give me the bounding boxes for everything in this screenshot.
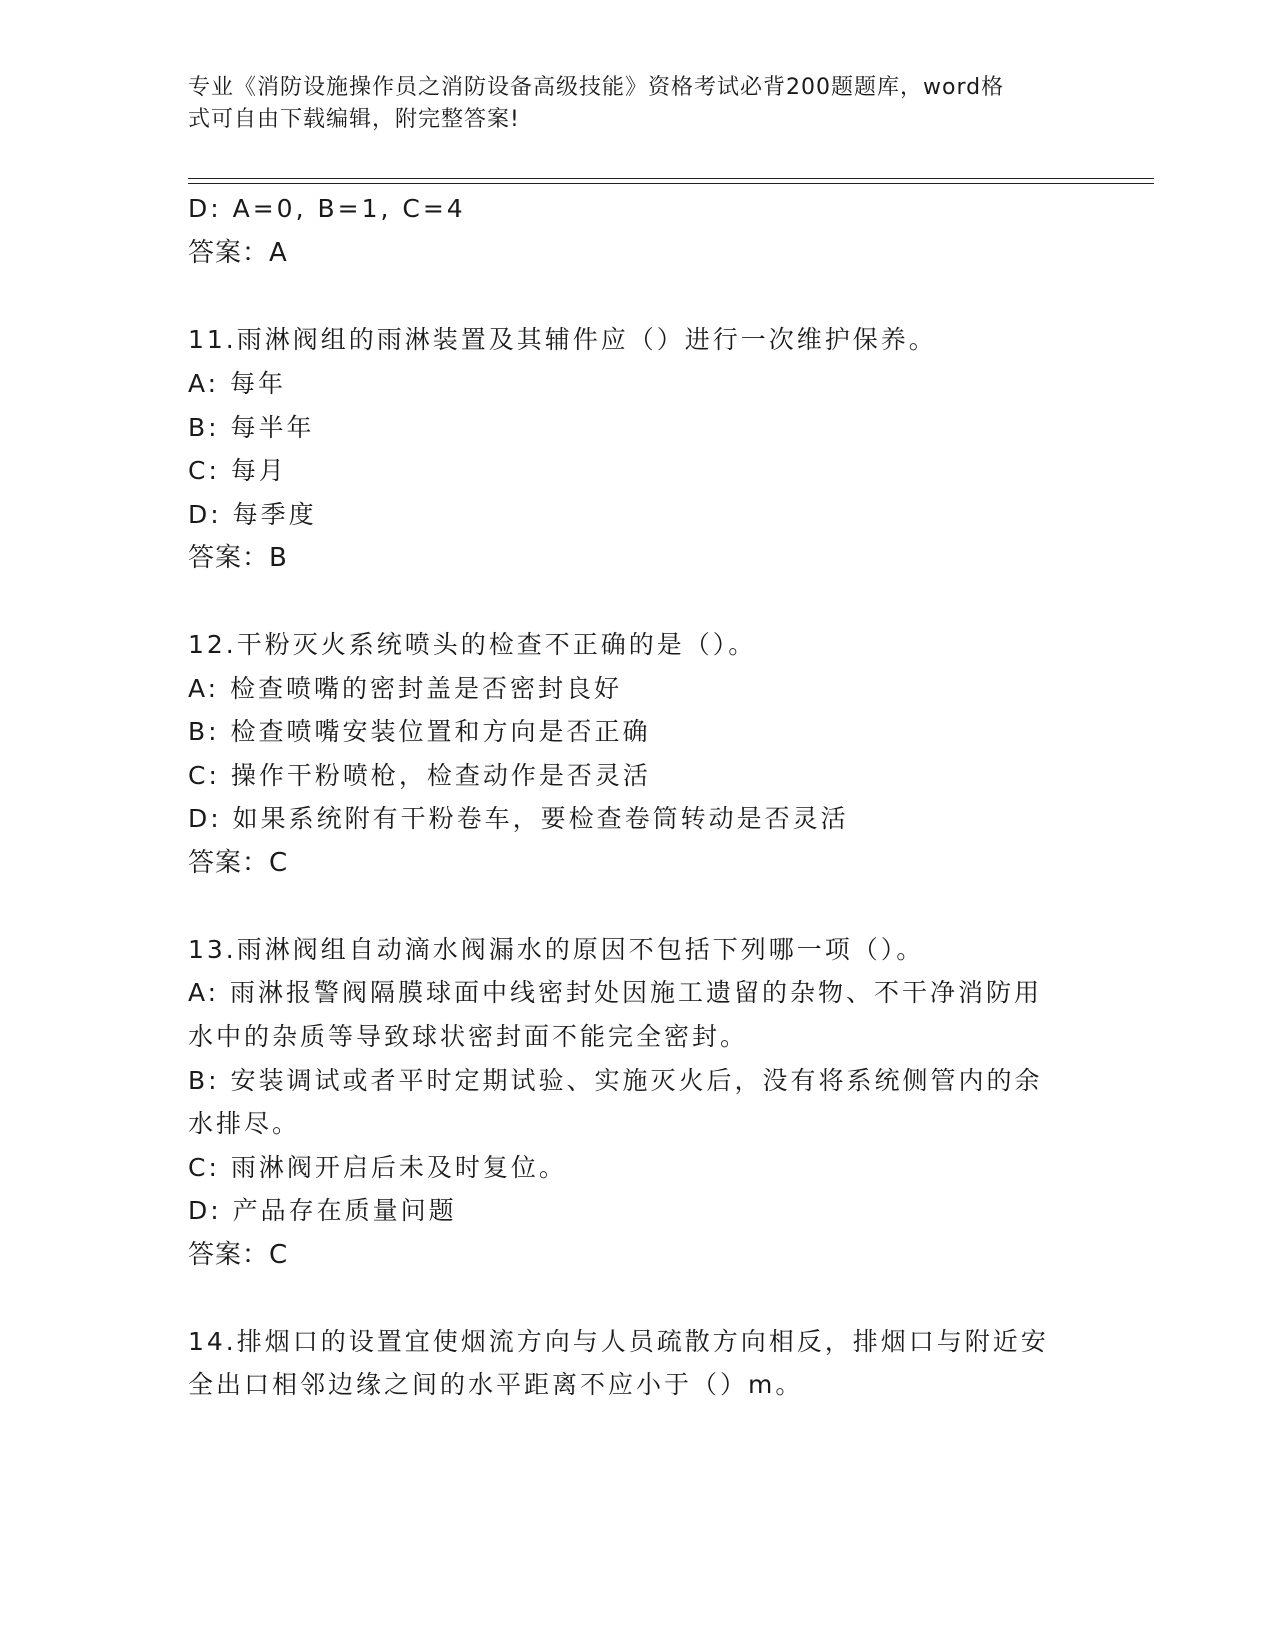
q12-option-c: C: 操作干粉喷枪，检查动作是否灵活: [188, 761, 651, 790]
q12-answer: 答案：C: [188, 848, 289, 878]
q13-answer: 答案：C: [188, 1240, 289, 1270]
q11-option-d: D: 每季度: [188, 500, 317, 529]
header-rule-bottom: [188, 183, 1154, 184]
q13-option-a-cont: 水中的杂质等导致球状密封面不能完全密封。: [188, 1022, 749, 1051]
q12-option-d: D: 如果系统附有干粉卷车，要检查卷筒转动是否灵活: [188, 804, 849, 833]
q11-option-b: B: 每半年: [188, 413, 315, 442]
q11-option-c: C: 每月: [188, 456, 287, 485]
q11-stem: 11.雨淋阀组的雨淋装置及其辅件应（）进行一次维护保养。: [188, 325, 937, 354]
q13-stem: 13.雨淋阀组自动滴水阀漏水的原因不包括下列哪一项（）。: [188, 935, 925, 964]
q12-option-b: B: 检查喷嘴安装位置和方向是否正确: [188, 717, 651, 746]
q11-option-a: A: 每年: [188, 369, 287, 398]
prev-option-d: D: A=0, B=1, C=4: [188, 194, 466, 223]
q13-option-a: A: 雨淋报警阀隔膜球面中线密封处因施工遗留的杂物、不干净消防用: [188, 978, 1043, 1007]
q12-option-a: A: 检查喷嘴的密封盖是否密封良好: [188, 674, 623, 703]
q12-stem: 12.干粉灭火系统喷头的检查不正确的是（）。: [188, 630, 757, 659]
q14-stem-cont: 全出口相邻边缘之间的水平距离不应小于（）m。: [188, 1370, 804, 1399]
q11-answer: 答案：B: [188, 543, 288, 573]
q13-option-c: C: 雨淋阀开启后未及时复位。: [188, 1153, 567, 1182]
header-line-1: 专业《消防设施操作员之消防设备高级技能》资格考试必背200题题库，word格: [188, 75, 1005, 100]
prev-answer: 答案：A: [188, 238, 288, 268]
header-rule-top: [188, 178, 1154, 179]
q14-stem: 14.排烟口的设置宜使烟流方向与人员疏散方向相反，排烟口与附近安: [188, 1327, 1049, 1356]
q13-option-b: B: 安装调试或者平时定期试验、实施灭火后，没有将系统侧管内的余: [188, 1066, 1043, 1095]
header-line-2: 式可自由下载编辑，附完整答案!: [188, 107, 520, 132]
q13-option-d: D: 产品存在质量问题: [188, 1196, 457, 1225]
document-header: [188, 72, 1078, 136]
q13-option-b-cont: 水排尽。: [188, 1109, 301, 1138]
